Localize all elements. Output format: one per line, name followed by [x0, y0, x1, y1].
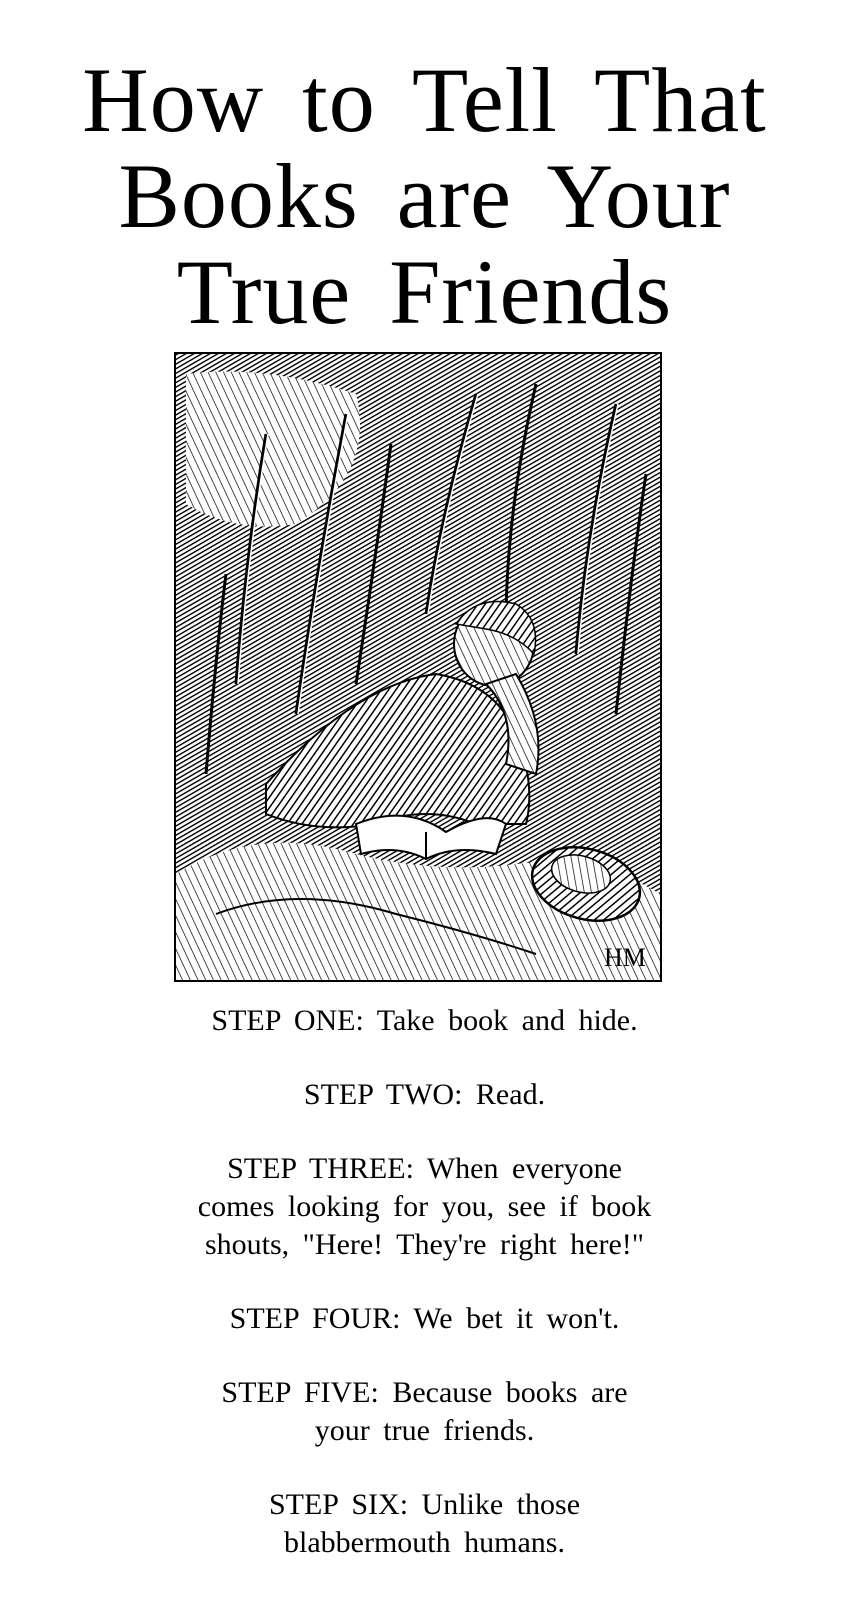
step-four	[0, 1300, 849, 1338]
step-five	[0, 1374, 849, 1450]
artist-monogram: HM	[604, 943, 646, 972]
step-three	[0, 1150, 849, 1264]
step-three-line-3: shouts, "Here! They're right here!"	[204, 1228, 645, 1261]
step-three-line-2: comes looking for you, see if book	[197, 1190, 652, 1223]
step-one-line-1: STEP ONE: Take book and hide.	[211, 1004, 638, 1037]
title-line-1: How to Tell That	[82, 49, 767, 151]
engraving-illustration	[174, 352, 662, 982]
step-two-line-1: STEP TWO: Read.	[303, 1078, 546, 1111]
title-line-3: True Friends	[176, 241, 673, 343]
steps-list	[0, 1002, 849, 1598]
step-six-line-1: STEP SIX: Unlike those	[268, 1488, 581, 1521]
step-five-line-2: your true friends.	[314, 1414, 535, 1447]
step-four-line-1: STEP FOUR: We bet it won't.	[229, 1302, 620, 1335]
title-line-2: Books are Your	[118, 145, 731, 247]
step-six-line-2: blabbermouth humans.	[284, 1526, 565, 1559]
step-one	[0, 1002, 849, 1040]
step-five-line-1: STEP FIVE: Because books are	[221, 1376, 628, 1409]
boy-reading-in-bushes-picture	[176, 354, 660, 980]
step-six	[0, 1486, 849, 1562]
page-title	[0, 49, 849, 343]
step-three-line-1: STEP THREE: When everyone	[227, 1152, 622, 1185]
step-two	[0, 1076, 849, 1114]
